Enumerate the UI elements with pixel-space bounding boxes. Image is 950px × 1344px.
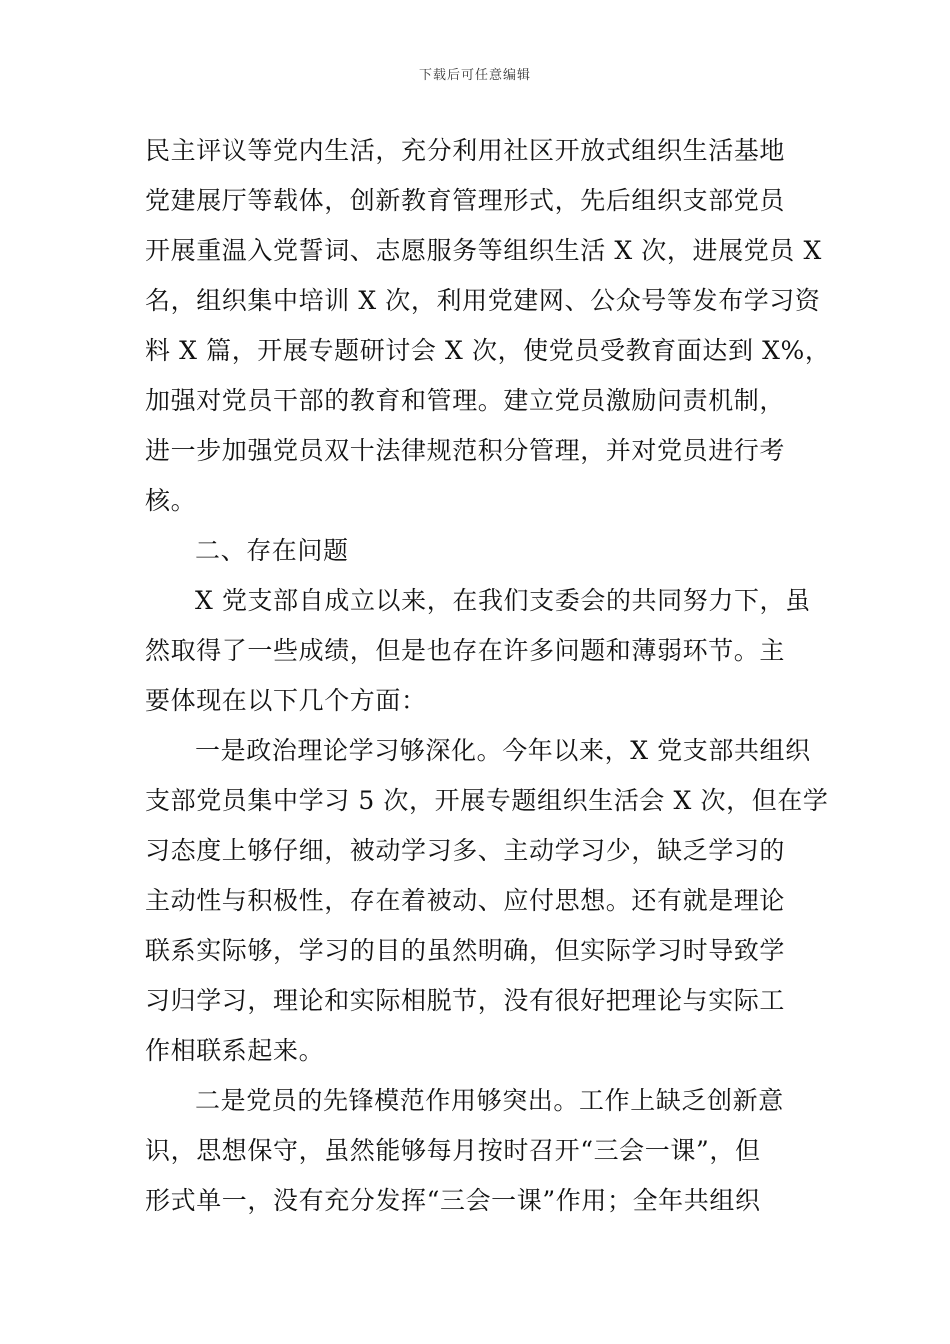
text-line: 识，思想保守，虽然能够每月按时召开“三会一课”，但 xyxy=(145,1136,761,1165)
text-line: 一是政治理论学习够深化。今年以来，X 党支部共组织 xyxy=(195,736,811,765)
text-line: 名，组织集中培训 X 次，利用党建网、公众号等发布学习资 xyxy=(145,286,821,315)
page-header: 下载后可任意编辑 xyxy=(418,68,531,83)
text-line: 二是党员的先锋模范作用够突出。工作上缺乏创新意 xyxy=(195,1086,784,1115)
text-line: 然取得了一些成绩，但是也存在许多问题和薄弱环节。主 xyxy=(145,636,786,665)
text-line: 联系实际够，学习的目的虽然明确，但实际学习时导致学 xyxy=(145,936,786,965)
text-line: 进一步加强党员双十法律规范积分管理，并对党员进行考 xyxy=(145,436,786,465)
text-line: 核。 xyxy=(145,486,197,515)
text-line: 二、存在问题 xyxy=(195,536,349,565)
text-line: 形式单一，没有充分发挥“三会一课”作用；全年共组织 xyxy=(145,1186,761,1215)
text-line: 加强对党员干部的教育和管理。建立党员激励问责机制， xyxy=(145,386,786,415)
text-line: 习态度上够仔细，被动学习多、主动学习少，缺乏学习的 xyxy=(145,836,786,865)
text-line: 党建展厅等载体，创新教育管理形式，先后组织支部党员 xyxy=(145,186,786,215)
text-line: 主动性与积极性，存在着被动、应付思想。还有就是理论 xyxy=(145,886,786,915)
text-line: 习归学习，理论和实际相脱节，没有很好把理论与实际工 xyxy=(145,986,786,1015)
text-line: 料 X 篇，开展专题研讨会 X 次，使党员受教育面达到 X%， xyxy=(145,336,831,365)
text-line: 作相联系起来。 xyxy=(145,1036,325,1065)
document-body xyxy=(145,126,831,1226)
text-line: 开展重温入党誓词、志愿服务等组织生活 X 次，进展党员 X xyxy=(145,236,822,265)
text-line: 民主评议等党内生活，充分利用社区开放式组织生活基地 xyxy=(145,136,786,165)
text-line: 要体现在以下几个方面： xyxy=(145,686,427,715)
text-line: X 党支部自成立以来，在我们支委会的共同努力下，虽 xyxy=(195,586,811,615)
text-line: 支部党员集中学习 5 次，开展专题组织生活会 X 次，但在学 xyxy=(145,786,829,815)
